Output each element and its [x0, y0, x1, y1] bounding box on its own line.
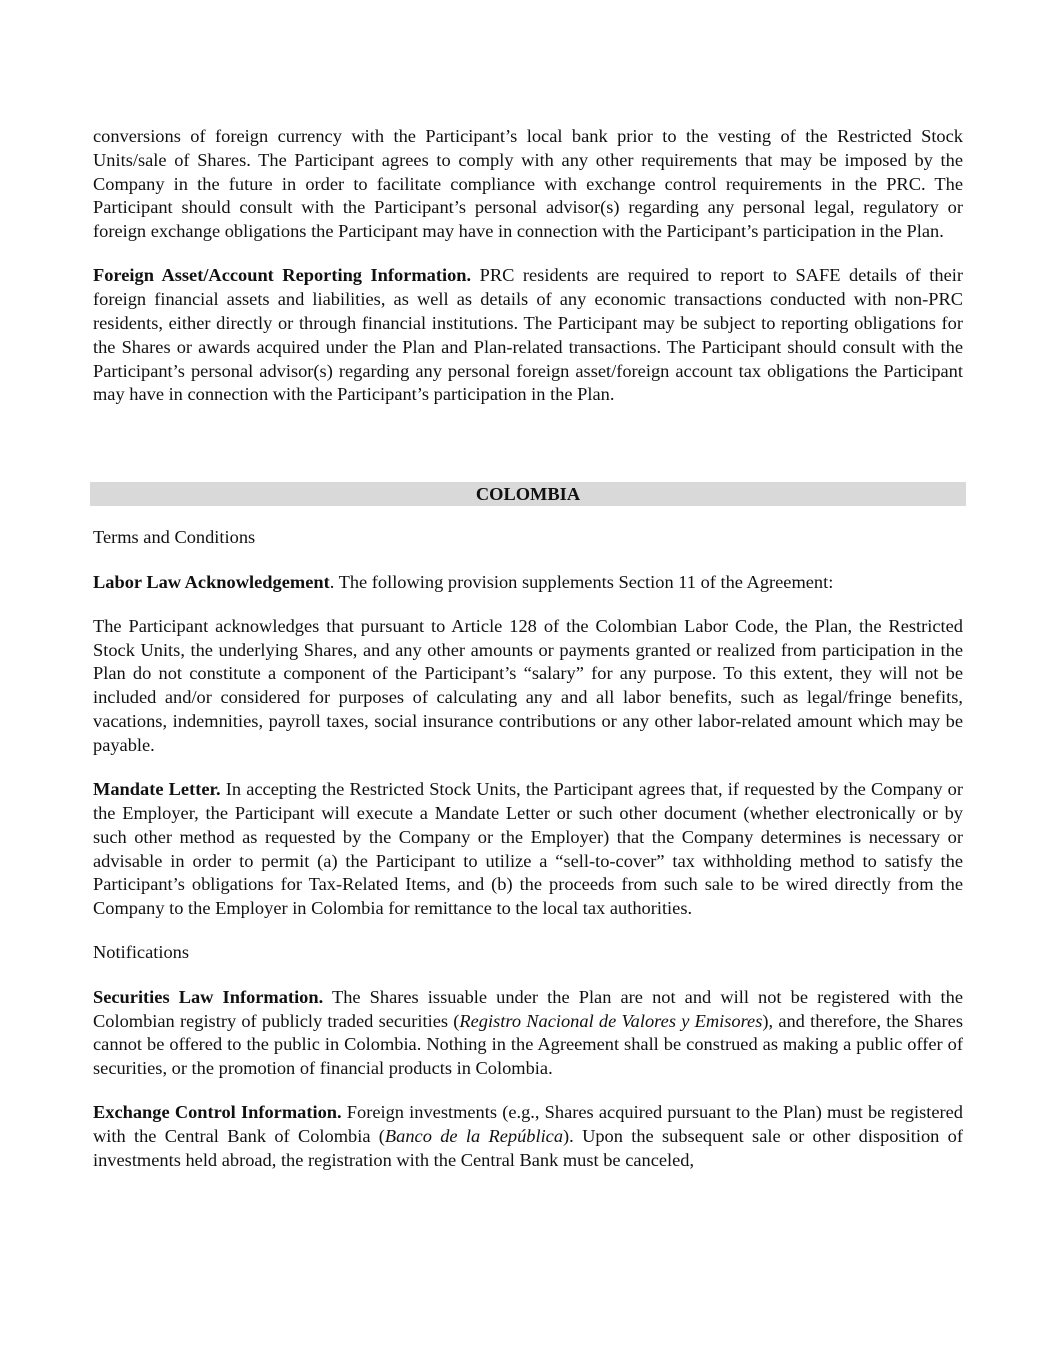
exchange-control-text-1: Foreign investments (e.g., Shares acquired pursuant to the Plan) must be registered with the Central Bank of Colombia (: [93, 1102, 963, 1147]
exchange-control-text-2: ). Upon the subsequent sale or other disposition of investments held abroad, the registration with the Central Bank must be canceled,: [93, 1126, 964, 1170]
labor-law-paragraph: [93, 571, 963, 595]
document-page: [93, 125, 963, 1173]
foreign-asset-paragraph: [93, 264, 963, 407]
mandate-letter-text: In accepting the Restricted Stock Units, the Participant agrees that, if requested by the Company or the Employer, the Participant will execute a Mandate Letter or such other document (whether electronically or by such other method as requested by the Company or the Employer) that the Company determines is necessary or advisable in order to permit (a) the Participant to utilize a “sell-to-cover” tax withholding method to satisfy the Participant’s obligations for Tax-Related Items, and (b) the proceeds from such sale to be wired directly from the Company to the Employer in Colombia for remittance to the local tax authorities.: [93, 779, 963, 919]
securities-law-paragraph: [93, 986, 963, 1081]
terms-heading: Terms and Conditions: [93, 527, 256, 548]
mandate-letter-heading: Mandate Letter.: [93, 779, 221, 800]
securities-registry-name: Registro Nacional de Valores y Emisores: [459, 1010, 763, 1031]
intro-paragraph: conversions of foreign currency with the Participant’s local bank prior to the vesting of the Restricted Stock Units/sale of Shares. The Participant agrees to comply with any other requirements that may be imposed by the Company in the future in order to facilitate compliance with exchange control requirements in the PRC. The Participant should consult with the Participant’s personal advisor(s) regarding any personal legal, regulatory or foreign exchange obligations the Participant may have in connection with the Participant’s participation in the Plan.: [93, 126, 963, 242]
section-spacer: [93, 428, 963, 482]
labor-law-heading: Labor Law Acknowledgement: [93, 571, 330, 592]
mandate-letter-paragraph: [93, 778, 963, 921]
securities-law-heading: Securities Law Information.: [93, 986, 324, 1007]
foreign-asset-text: PRC residents are required to report to SAFE details of their foreign financial assets and liabilities, as well as details of any economic transactions conducted with non-PRC residents, either directly or through financial institutions. The Participant may be subject to reporting obligations for the Shares or awards acquired under the Plan and Plan-related transactions. The Participant should consult with the Participant’s personal advisor(s) regarding any personal foreign asset/foreign account tax obligations the Participant may have in connection with the Participant’s participation in the Plan.: [93, 265, 963, 405]
exchange-control-heading: Exchange Control Information.: [93, 1102, 342, 1123]
colombia-section-header: COLOMBIA: [90, 482, 966, 506]
foreign-asset-heading: Foreign Asset/Account Reporting Information.: [93, 265, 472, 286]
exchange-control-paragraph: [93, 1101, 963, 1172]
notifications-heading: Notifications: [93, 942, 190, 963]
securities-law-text-1: The Shares issuable under the Plan are not and will not be registered with the Colombian registry of publicly traded securities (: [93, 986, 963, 1031]
central-bank-name: Banco de la República: [384, 1126, 564, 1147]
securities-law-text-2: ), and therefore, the Shares cannot be offered to the public in Colombia. Nothing in the Agreement shall be construed as making a public offer of securities, or the promotion of financial products in Colombia.: [93, 1010, 964, 1079]
labor-law-intro: . The following provision supplements Section 11 of the Agreement:: [329, 571, 834, 592]
labor-law-text: The Participant acknowledges that pursuant to Article 128 of the Colombian Labor Code, the Plan, the Restricted Stock Units, the underlying Shares, and any other amounts or payments granted or realized from participation in the Plan do not constitute a component of the Participant’s “salary” for any purpose. To this extent, they will not be included and/or considered for purposes of calculating any and all labor benefits, such as legal/fringe benefits, vacations, indemnities, payroll taxes, social insurance contributions or any other labor-related amount which may be payable.: [93, 615, 963, 755]
